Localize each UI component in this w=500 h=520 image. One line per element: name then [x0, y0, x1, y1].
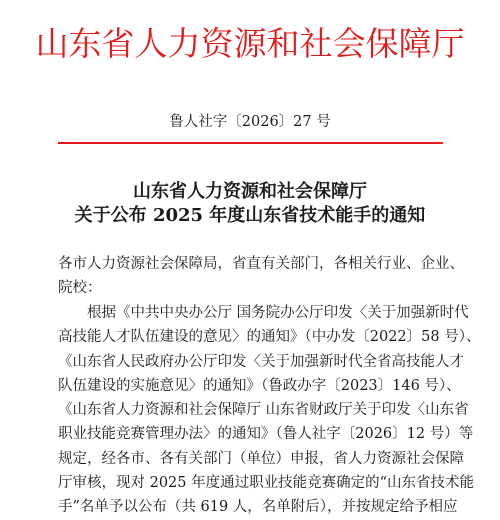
- addressee: [58, 252, 464, 301]
- body-line: 高技能人才队伍建设的意见〉的通知》（中办发〔2022〕58 号）、: [58, 329, 481, 346]
- body-paragraph: [58, 301, 481, 520]
- document-title-line-1: 山东省人力资源和社会保障厅: [133, 181, 367, 202]
- body-line: 规定，经各市、各有关部门（单位）申报，省人力资源社会保障: [58, 450, 464, 467]
- body-line: 职业技能竞赛管理办法〉的通知》（鲁人社字〔2026〕12 号）等: [58, 426, 474, 443]
- document-masthead: 山东省人力资源和社会保障厅: [35, 24, 465, 63]
- addressee-line: 各市人力资源社会保障局，省直有关部门，各相关行业、企业、: [58, 256, 464, 272]
- body-line: 手”名单予以公布（共 619 人，名单附后），并按规定给予相应: [58, 499, 458, 516]
- document-title-line-2: 关于公布 2025 年度山东省技术能手的通知: [74, 205, 426, 226]
- body-line: 根据《中共中央办公厅 国务院办公厅印发〈关于加强新时代: [87, 305, 469, 321]
- addressee-line: 院校：: [58, 280, 102, 297]
- body-line: 《山东省人力资源和社会保障厅 山东省财政厅关于印发〈山东省: [58, 402, 469, 419]
- body-line: 队伍建设的实施意见〉的通知》（鲁政办字〔2023〕146 号）、: [58, 377, 461, 394]
- body-line: 《山东省人民政府办公厅印发〈关于加强新时代全省高技能人才: [58, 353, 464, 370]
- document-number: 鲁人社字〔2026〕27 号: [169, 114, 331, 130]
- body-line: 厅审核，现对 2025 年度通过职业技能竞赛确定的“山东省技术能: [58, 475, 475, 492]
- red-separator-line: [58, 142, 443, 144]
